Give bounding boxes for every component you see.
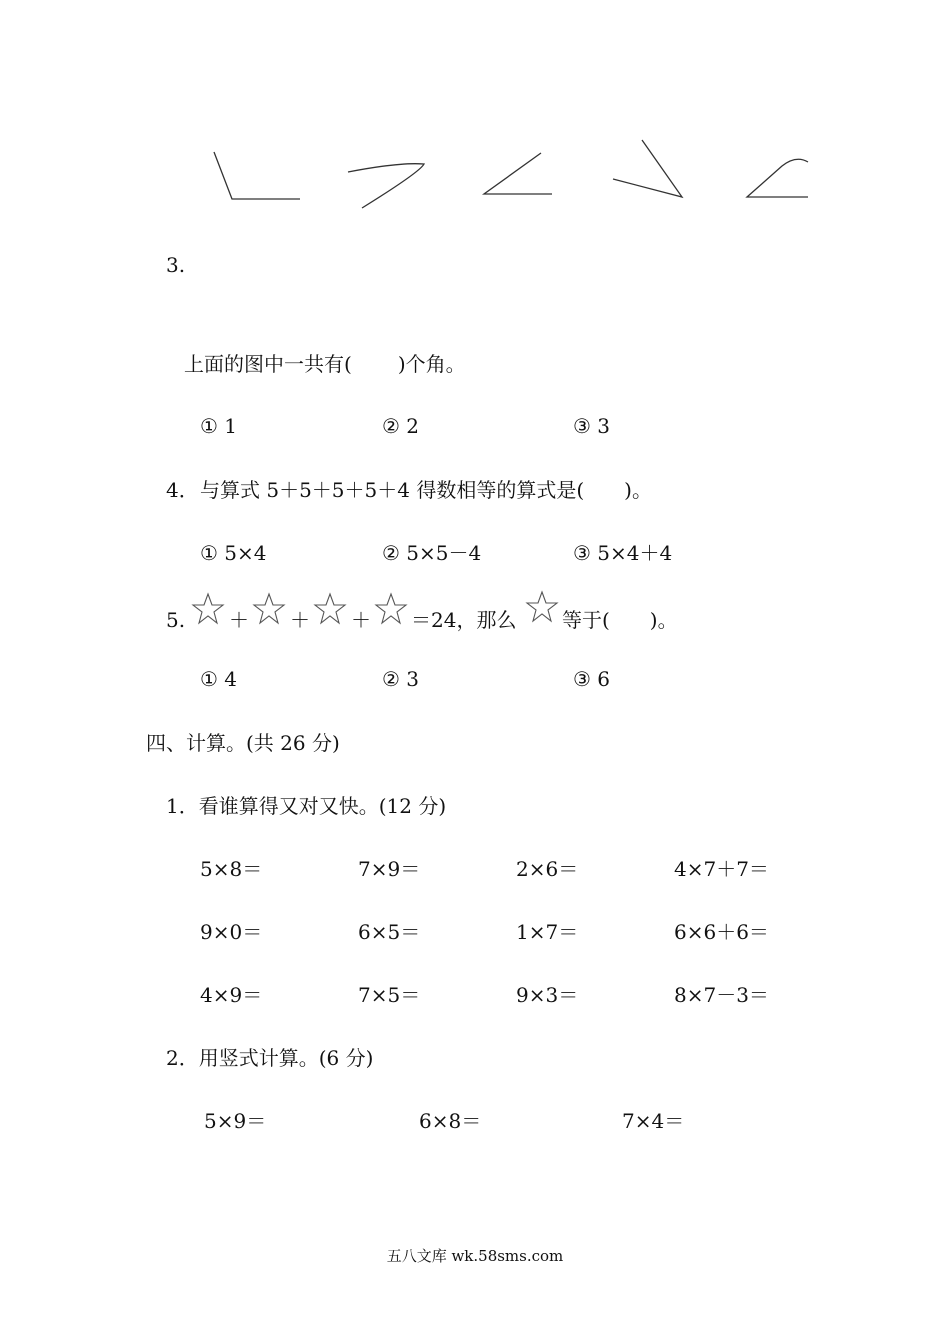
- calc1-item: 4×9＝: [200, 983, 263, 1007]
- calc2-item: 6×8＝: [419, 1109, 482, 1133]
- q5-plus-1: ＋: [229, 608, 249, 632]
- calc1-item: 6×6＋6＝: [674, 920, 769, 944]
- q4-prompt: 与算式 5＋5＋5＋5＋4 得数相等的算式是( )。: [200, 478, 652, 502]
- q3-prompt: [184, 352, 466, 376]
- calc1-item: 5×8＝: [200, 857, 263, 881]
- q3-option-2[interactable]: ② 2: [382, 414, 420, 438]
- q5-option-3[interactable]: ③ 6: [573, 667, 611, 691]
- calc1-item: 7×5＝: [358, 983, 421, 1007]
- q3-prompt-after: )个角。: [397, 352, 466, 376]
- q5-number: 5.: [166, 608, 186, 632]
- angle-figures: [0, 0, 950, 240]
- q5-equals: ＝24，那么: [411, 608, 517, 632]
- q3-number: 3.: [166, 253, 186, 277]
- calc2-title: 2．用竖式计算。(6 分): [166, 1046, 374, 1070]
- calc1-item: 6×5＝: [358, 920, 421, 944]
- calc1-item: 4×7＋7＝: [674, 857, 769, 881]
- calc2-item: 5×9＝: [204, 1109, 267, 1133]
- q5-option-1[interactable]: ① 4: [200, 667, 238, 691]
- figure-shape-1: [214, 152, 300, 199]
- star-icon: [374, 592, 408, 626]
- q3-option-3[interactable]: ③ 3: [573, 414, 611, 438]
- figure-shape-2: [348, 164, 424, 208]
- figure-shape-4: [613, 140, 682, 197]
- calc1-item: 1×7＝: [516, 920, 579, 944]
- star-icon: [525, 590, 559, 624]
- q5-plus-3: ＋: [351, 608, 371, 632]
- footer-watermark: 五八文库 wk.58sms.com: [386, 1247, 564, 1265]
- calc1-item: 9×3＝: [516, 983, 579, 1007]
- q4-option-3[interactable]: ③ 5×4＋4: [573, 541, 673, 565]
- star-icon: [252, 592, 286, 626]
- calc1-item: 8×7－3＝: [674, 983, 769, 1007]
- q5-tail: 等于( )。: [562, 608, 678, 632]
- q5-option-2[interactable]: ② 3: [382, 667, 420, 691]
- q5-plus-2: ＋: [290, 608, 310, 632]
- q3-prompt-before: 上面的图中一共有(: [184, 352, 352, 376]
- calc1-item: 9×0＝: [200, 920, 263, 944]
- section4-title: 四、计算。(共 26 分): [146, 731, 340, 755]
- figure-shape-5: [747, 159, 808, 197]
- figure-shape-3: [484, 153, 552, 194]
- star-icon: [191, 592, 225, 626]
- calc2-item: 7×4＝: [622, 1109, 685, 1133]
- calc1-item: 2×6＝: [516, 857, 579, 881]
- calc1-item: 7×9＝: [358, 857, 421, 881]
- q4-option-1[interactable]: ① 5×4: [200, 541, 267, 565]
- q4-number: 4．: [166, 478, 199, 502]
- q3-option-1[interactable]: ① 1: [200, 414, 238, 438]
- star-icon: [313, 592, 347, 626]
- q4-option-2[interactable]: ② 5×5－4: [382, 541, 482, 565]
- calc1-title: 1．看谁算得又对又快。(12 分): [166, 794, 447, 818]
